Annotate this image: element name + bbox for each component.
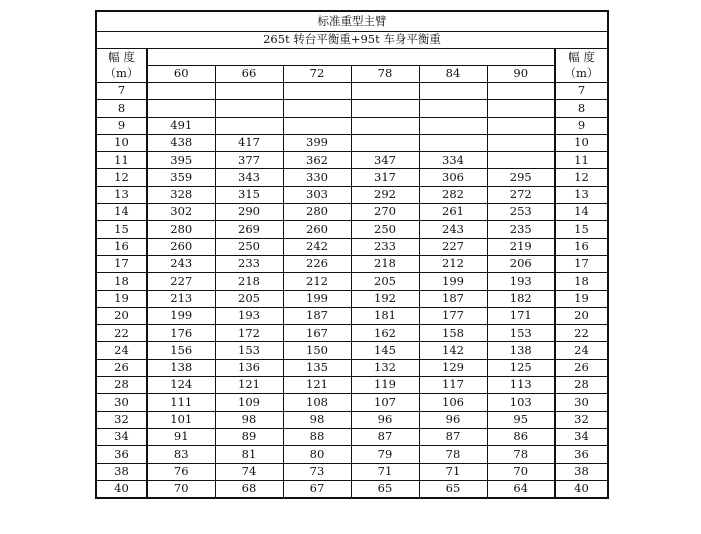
capacity-cell: 269	[215, 221, 283, 238]
radius-cell-right: 8	[555, 100, 608, 117]
capacity-cell: 235	[487, 221, 555, 238]
table-row	[96, 186, 608, 203]
boom-length-header-band	[147, 49, 555, 66]
capacity-cell: 395	[147, 152, 215, 169]
capacity-cell: 138	[147, 359, 215, 376]
capacity-cell: 150	[283, 342, 351, 359]
capacity-cell	[487, 152, 555, 169]
radius-cell-right: 30	[555, 394, 608, 411]
capacity-cell	[487, 117, 555, 134]
capacity-cell: 91	[147, 428, 215, 445]
capacity-cell: 87	[419, 428, 487, 445]
capacity-cell: 121	[215, 377, 283, 394]
radius-header-right-unit: （m）	[555, 66, 608, 83]
table-row	[96, 480, 608, 498]
capacity-cell: 187	[283, 307, 351, 324]
capacity-cell: 328	[147, 186, 215, 203]
capacity-cell: 103	[487, 394, 555, 411]
radius-cell-left: 9	[96, 117, 147, 134]
radius-cell-right: 32	[555, 411, 608, 428]
boom-length-header: 60	[147, 66, 215, 83]
capacity-cell: 121	[283, 377, 351, 394]
radius-cell-left: 20	[96, 307, 147, 324]
table-subtitle: 265t 转台平衡重+95t 车身平衡重	[96, 32, 608, 49]
table-row	[96, 221, 608, 238]
capacity-cell	[215, 100, 283, 117]
radius-cell-left: 16	[96, 238, 147, 255]
table-row	[96, 377, 608, 394]
capacity-cell: 205	[351, 273, 419, 290]
capacity-cell: 306	[419, 169, 487, 186]
capacity-cell: 193	[215, 307, 283, 324]
capacity-cell: 65	[351, 480, 419, 498]
capacity-cell: 399	[283, 134, 351, 151]
radius-cell-left: 12	[96, 169, 147, 186]
radius-cell-right: 19	[555, 290, 608, 307]
capacity-cell: 199	[147, 307, 215, 324]
radius-cell-right: 20	[555, 307, 608, 324]
capacity-cell: 111	[147, 394, 215, 411]
capacity-cell: 199	[283, 290, 351, 307]
capacity-cell: 250	[215, 238, 283, 255]
capacity-cell: 162	[351, 325, 419, 342]
capacity-cell: 205	[215, 290, 283, 307]
radius-cell-left: 19	[96, 290, 147, 307]
table-row	[96, 307, 608, 324]
capacity-cell: 347	[351, 152, 419, 169]
radius-cell-left: 36	[96, 446, 147, 463]
capacity-cell: 107	[351, 394, 419, 411]
radius-cell-right: 36	[555, 446, 608, 463]
capacity-cell: 119	[351, 377, 419, 394]
table-row	[96, 290, 608, 307]
capacity-cell: 101	[147, 411, 215, 428]
capacity-cell: 206	[487, 255, 555, 272]
capacity-cell: 272	[487, 186, 555, 203]
radius-cell-right: 11	[555, 152, 608, 169]
table-row	[96, 117, 608, 134]
capacity-cell	[419, 134, 487, 151]
capacity-cell: 343	[215, 169, 283, 186]
capacity-cell: 242	[283, 238, 351, 255]
capacity-cell: 74	[215, 463, 283, 480]
table-row	[96, 411, 608, 428]
capacity-cell: 71	[351, 463, 419, 480]
table-row	[96, 394, 608, 411]
capacity-cell: 303	[283, 186, 351, 203]
capacity-cell: 212	[419, 255, 487, 272]
capacity-cell: 70	[147, 480, 215, 498]
capacity-cell	[487, 134, 555, 151]
radius-cell-left: 40	[96, 480, 147, 498]
capacity-cell	[147, 100, 215, 117]
capacity-cell: 142	[419, 342, 487, 359]
capacity-cell: 98	[283, 411, 351, 428]
table-row	[96, 446, 608, 463]
capacity-cell: 78	[487, 446, 555, 463]
radius-header-left-unit: （m）	[96, 66, 147, 83]
radius-cell-left: 28	[96, 377, 147, 394]
capacity-cell: 79	[351, 446, 419, 463]
capacity-cell: 83	[147, 446, 215, 463]
capacity-cell: 295	[487, 169, 555, 186]
capacity-cell: 212	[283, 273, 351, 290]
capacity-cell: 158	[419, 325, 487, 342]
capacity-cell: 95	[487, 411, 555, 428]
capacity-cell: 218	[351, 255, 419, 272]
capacity-cell: 491	[147, 117, 215, 134]
capacity-cell: 233	[215, 255, 283, 272]
radius-cell-left: 14	[96, 204, 147, 221]
table-row	[96, 359, 608, 376]
capacity-cell: 377	[215, 152, 283, 169]
radius-cell-left: 26	[96, 359, 147, 376]
radius-cell-right: 22	[555, 325, 608, 342]
capacity-cell: 73	[283, 463, 351, 480]
radius-cell-left: 18	[96, 273, 147, 290]
radius-cell-right: 15	[555, 221, 608, 238]
capacity-cell: 80	[283, 446, 351, 463]
capacity-cell: 167	[283, 325, 351, 342]
boom-length-header: 78	[351, 66, 419, 83]
capacity-cell: 199	[419, 273, 487, 290]
table-row	[96, 169, 608, 186]
capacity-cell: 302	[147, 204, 215, 221]
capacity-cell	[283, 83, 351, 100]
capacity-cell: 70	[487, 463, 555, 480]
capacity-cell: 292	[351, 186, 419, 203]
capacity-cell: 290	[215, 204, 283, 221]
table-row	[96, 83, 608, 100]
capacity-cell: 218	[215, 273, 283, 290]
capacity-cell: 64	[487, 480, 555, 498]
radius-cell-left: 11	[96, 152, 147, 169]
table-row	[96, 255, 608, 272]
table-row	[96, 342, 608, 359]
table-row	[96, 204, 608, 221]
radius-cell-left: 24	[96, 342, 147, 359]
capacity-cell: 181	[351, 307, 419, 324]
capacity-cell: 317	[351, 169, 419, 186]
radius-cell-right: 28	[555, 377, 608, 394]
capacity-cell: 213	[147, 290, 215, 307]
boom-length-header: 84	[419, 66, 487, 83]
capacity-cell: 226	[283, 255, 351, 272]
capacity-cell	[215, 83, 283, 100]
capacity-cell: 359	[147, 169, 215, 186]
capacity-cell: 89	[215, 428, 283, 445]
capacity-cell: 87	[351, 428, 419, 445]
capacity-cell: 138	[487, 342, 555, 359]
radius-cell-left: 30	[96, 394, 147, 411]
capacity-cell: 261	[419, 204, 487, 221]
capacity-cell: 176	[147, 325, 215, 342]
capacity-cell: 81	[215, 446, 283, 463]
capacity-cell: 132	[351, 359, 419, 376]
table-row	[96, 134, 608, 151]
capacity-cell: 96	[419, 411, 487, 428]
capacity-cell: 153	[215, 342, 283, 359]
radius-cell-left: 17	[96, 255, 147, 272]
capacity-cell: 177	[419, 307, 487, 324]
boom-length-header: 66	[215, 66, 283, 83]
radius-cell-right: 9	[555, 117, 608, 134]
capacity-cell: 362	[283, 152, 351, 169]
radius-cell-right: 16	[555, 238, 608, 255]
capacity-cell: 219	[487, 238, 555, 255]
capacity-cell	[487, 83, 555, 100]
capacity-cell: 280	[283, 204, 351, 221]
radius-cell-right: 40	[555, 480, 608, 498]
capacity-cell	[215, 117, 283, 134]
radius-cell-left: 34	[96, 428, 147, 445]
capacity-cell: 136	[215, 359, 283, 376]
table-row	[96, 428, 608, 445]
capacity-cell: 330	[283, 169, 351, 186]
radius-cell-left: 8	[96, 100, 147, 117]
radius-cell-left: 38	[96, 463, 147, 480]
capacity-cell: 68	[215, 480, 283, 498]
capacity-cell	[351, 83, 419, 100]
capacity-cell: 71	[419, 463, 487, 480]
capacity-cell: 88	[283, 428, 351, 445]
capacity-cell: 171	[487, 307, 555, 324]
table-row	[96, 463, 608, 480]
capacity-cell	[351, 117, 419, 134]
capacity-cell: 124	[147, 377, 215, 394]
radius-cell-right: 14	[555, 204, 608, 221]
radius-cell-right: 18	[555, 273, 608, 290]
capacity-cell: 135	[283, 359, 351, 376]
radius-cell-left: 10	[96, 134, 147, 151]
capacity-cell: 67	[283, 480, 351, 498]
boom-length-header: 90	[487, 66, 555, 83]
table-row	[96, 100, 608, 117]
capacity-cell: 65	[419, 480, 487, 498]
radius-cell-left: 13	[96, 186, 147, 203]
capacity-cell: 125	[487, 359, 555, 376]
capacity-cell	[419, 117, 487, 134]
radius-cell-right: 34	[555, 428, 608, 445]
capacity-cell: 250	[351, 221, 419, 238]
capacity-cell: 182	[487, 290, 555, 307]
table-title: 标准重型主臂	[96, 11, 608, 32]
radius-cell-left: 15	[96, 221, 147, 238]
capacity-cell	[419, 100, 487, 117]
capacity-cell: 109	[215, 394, 283, 411]
capacity-cell: 78	[419, 446, 487, 463]
capacity-cell: 76	[147, 463, 215, 480]
radius-cell-right: 10	[555, 134, 608, 151]
radius-cell-left: 7	[96, 83, 147, 100]
capacity-cell: 86	[487, 428, 555, 445]
radius-header-right-top: 幅 度	[555, 49, 608, 66]
capacity-cell: 260	[283, 221, 351, 238]
capacity-cell: 192	[351, 290, 419, 307]
capacity-cell	[419, 83, 487, 100]
table-row	[96, 325, 608, 342]
capacity-cell	[487, 100, 555, 117]
radius-cell-left: 22	[96, 325, 147, 342]
capacity-cell: 172	[215, 325, 283, 342]
capacity-cell: 106	[419, 394, 487, 411]
radius-cell-right: 7	[555, 83, 608, 100]
capacity-cell	[351, 134, 419, 151]
capacity-cell: 113	[487, 377, 555, 394]
boom-length-header: 72	[283, 66, 351, 83]
radius-header-left-top: 幅 度	[96, 49, 147, 66]
capacity-cell: 187	[419, 290, 487, 307]
radius-cell-left: 32	[96, 411, 147, 428]
radius-cell-right: 24	[555, 342, 608, 359]
capacity-cell: 227	[147, 273, 215, 290]
capacity-cell: 315	[215, 186, 283, 203]
capacity-cell: 438	[147, 134, 215, 151]
radius-cell-right: 12	[555, 169, 608, 186]
capacity-cell: 260	[147, 238, 215, 255]
table-row	[96, 238, 608, 255]
capacity-cell: 193	[487, 273, 555, 290]
capacity-cell: 334	[419, 152, 487, 169]
capacity-cell: 98	[215, 411, 283, 428]
capacity-cell: 96	[351, 411, 419, 428]
capacity-cell	[147, 83, 215, 100]
radius-cell-right: 17	[555, 255, 608, 272]
capacity-cell: 243	[419, 221, 487, 238]
capacity-cell: 253	[487, 204, 555, 221]
radius-cell-right: 13	[555, 186, 608, 203]
capacity-cell: 270	[351, 204, 419, 221]
capacity-cell: 243	[147, 255, 215, 272]
capacity-cell: 233	[351, 238, 419, 255]
capacity-cell	[283, 100, 351, 117]
capacity-cell	[283, 117, 351, 134]
capacity-cell: 145	[351, 342, 419, 359]
radius-cell-right: 26	[555, 359, 608, 376]
capacity-cell: 153	[487, 325, 555, 342]
load-chart-table	[95, 10, 609, 499]
capacity-cell: 156	[147, 342, 215, 359]
table-row	[96, 152, 608, 169]
capacity-cell: 129	[419, 359, 487, 376]
capacity-cell: 108	[283, 394, 351, 411]
table-row	[96, 273, 608, 290]
capacity-cell: 280	[147, 221, 215, 238]
capacity-cell: 117	[419, 377, 487, 394]
capacity-cell: 282	[419, 186, 487, 203]
capacity-cell	[351, 100, 419, 117]
capacity-cell: 417	[215, 134, 283, 151]
capacity-cell: 227	[419, 238, 487, 255]
radius-cell-right: 38	[555, 463, 608, 480]
